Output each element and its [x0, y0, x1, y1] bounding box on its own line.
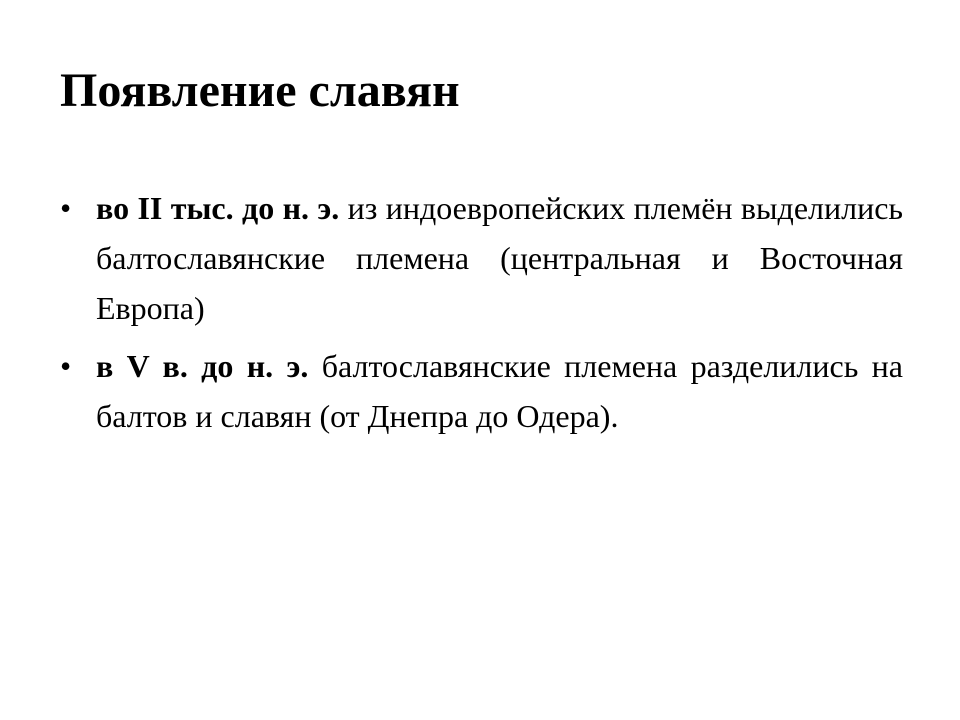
bullet-date-lead: в V в. до н. э. — [96, 348, 309, 384]
bullet-date-lead: во II тыс. до н. э. — [96, 190, 340, 226]
bullet-list — [60, 183, 903, 449]
bullet-item-2 — [60, 341, 903, 441]
bullet-marker: • — [60, 190, 72, 226]
bullet-text: балтославянские племена разделились на балтов и славян (от Днепра до Одера). — [96, 348, 903, 434]
bullet-item-1 — [60, 183, 903, 333]
slide-title: Появление славян — [60, 64, 460, 117]
bullet-marker: • — [60, 348, 72, 384]
bullet-text: из индоевропейских племён выделились балтославянские племена (центральная и Восточная Европа) — [96, 190, 904, 326]
